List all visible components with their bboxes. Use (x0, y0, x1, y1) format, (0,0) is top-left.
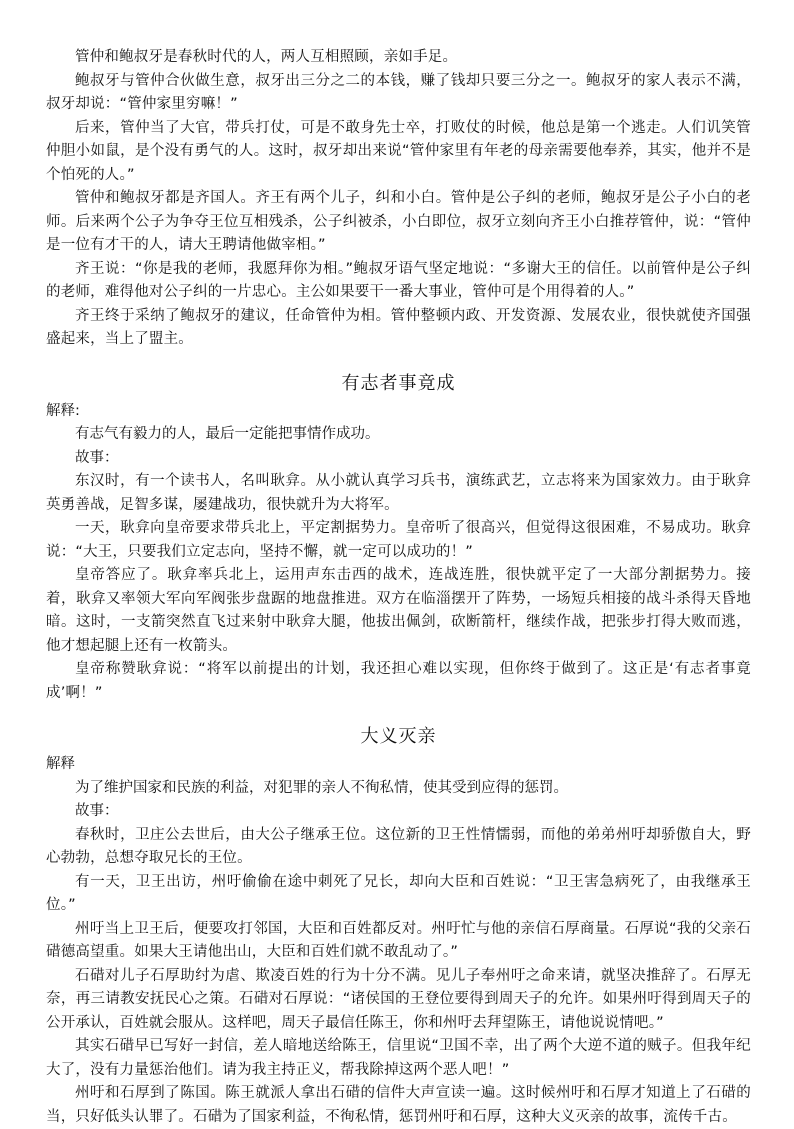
paragraph: 一天，耿弇向皇帝要求带兵北上，平定割据势力。皇帝听了很高兴，但觉得这很困难，不易成功。耿弇说：“大王，只要我们立定志向，坚持不懈，就一定可以成功的！” (46, 520, 751, 560)
explain-text: 有志气有毅力的人，最后一定能把事情作成功。 (75, 426, 380, 442)
paragraph: 后来，管仲当了大官，带兵打仗，可是不敢身先士卒，打败仗的时候，他总是第一个逃走。人们讥笑管仲胆小如鼠，是个没有勇气的人。这时，叔牙却出来说“管仲家里有年老的母亲需要他奉养，其实，他并不是个怕死的人。” (46, 119, 751, 183)
paragraph: 有一天，卫王出访，州吁偷偷在途中刺死了兄长，却向大臣和百姓说：“卫王害急病死了，由我继承王位。” (46, 873, 751, 913)
paragraph: 其实石碏早已写好一封信，差人暗地送给陈王，信里说“卫国不幸，出了两个大逆不道的贼子。但我年纪大了，没有力量惩治他们。请为我主持正义，帮我除掉这两个恶人吧！” (46, 1038, 751, 1078)
paragraph: 州吁和石厚到了陈国。陈王就派人拿出石碏的信件大声宣读一遍。这时候州吁和石厚才知道上了石碏的当，只好低头认罪了。石碏为了国家利益，不徇私情，惩罚州吁和石厚，这种大义灭亲的故事，流传千古。 (46, 1085, 751, 1125)
paragraph: 州吁当上卫王后，便要攻打邻国，大臣和百姓都反对。州吁忙与他的亲信石厚商量。石厚说“我的父亲石碏德高望重。如果大王请他出山，大臣和百姓们就不敢乱动了。” (46, 920, 751, 960)
document-page (46, 46, 751, 1129)
story-da-yi-mie-qin (46, 725, 751, 1129)
story-you-zhi-zhe (46, 372, 751, 706)
paragraph: 皇帝答应了。耿弇率兵北上，运用声东击西的战术，连战连胜，很快就平定了一大部分割据势力。接着，耿弇又率领大军向军阀张步盘踞的地盘推进。双方在临淄摆开了阵势，一场短兵相接的战斗杀得天昏地暗。这时，一支箭突然直飞过来射中耿弇大腿，他拔出佩剑，砍断箭杆，继续作战，把张步打得大败而逃，他才想起腿上还有一枚箭头。 (46, 567, 751, 654)
paragraph: 春秋时，卫庄公去世后，由大公子继承王位。这位新的卫王性情懦弱，而他的弟弟州吁却骄傲自大，野心勃勃，总想夺取兄长的王位。 (46, 826, 751, 866)
explain-label: 解释 (46, 756, 75, 772)
paragraph: 管仲和鲍叔牙都是齐国人。齐王有两个儿子，纠和小白。管仲是公子纠的老师，鲍叔牙是公子小白的老师。后来两个公子为争夺王位互相残杀，公子纠被杀，小白即位，叔牙立刻向齐王小白推荐管仲，说：“管仲是一位有才干的人，请大王聘请他做宰相。” (46, 190, 751, 253)
story-guan-bao (46, 46, 751, 352)
explain-label: 解释: (46, 402, 80, 419)
paragraph: 齐王终于采纳了鲍叔牙的建议，任命管仲为相。管仲整顿内政、开发资源、发展农业，很快就使齐国强盛起来，当上了盟主。 (46, 307, 751, 347)
explain-text: 为了维护国家和民族的利益，对犯罪的亲人不徇私情，使其受到应得的惩罚。 (75, 779, 568, 796)
paragraph: 齐王说：“你是我的老师，我愿拜你为相。”鲍叔牙语气坚定地说：“多谢大王的信任。以前管仲是公子纠的老师，难得他对公子纠的一片忠心。主公如果要干一番大事业，管仲可是个用得着的人。” (46, 260, 751, 300)
paragraph: 管仲和鲍叔牙是春秋时代的人，两人互相照顾，亲如手足。 (75, 49, 458, 65)
section-title: 大义灭亲 (360, 726, 437, 747)
paragraph: 皇帝称赞耿弇说：“将军以前提出的计划，我还担心难以实现，但你终于做到了。这正是‘有志者事竟成’啊！” (46, 661, 751, 701)
story-label: 故事： (75, 449, 119, 466)
paragraph: 东汉时，有一个读书人，名叫耿弇。从小就认真学习兵书，演练武艺，立志将来为国家效力。由于耿弇英勇善战，足智多谋，屡建战功，很快就升为大将军。 (46, 473, 751, 513)
section-title: 有志者事竟成 (341, 372, 456, 394)
paragraph: 石碏对儿子石厚助纣为虐、欺凌百姓的行为十分不满。见儿子奉州吁之命来请，就坚决推辞了。石厚无奈，再三请教安抚民心之策。石碏对石厚说：“诸侯国的王登位要得到周天子的允许。如果州吁得到周天子的公开承认，百姓就会服从。这样吧，周天子最信任陈王，你和州吁去拜望陈王，请他说说情吧。” (46, 967, 751, 1031)
story-label: 故事： (75, 803, 119, 819)
paragraph: 鲍叔牙与管仲合伙做生意，叔牙出三分之二的本钱，赚了钱却只要三分之一。鲍叔牙的家人表示不满，叔牙却说：“管仲家里穷嘛！” (46, 72, 751, 112)
